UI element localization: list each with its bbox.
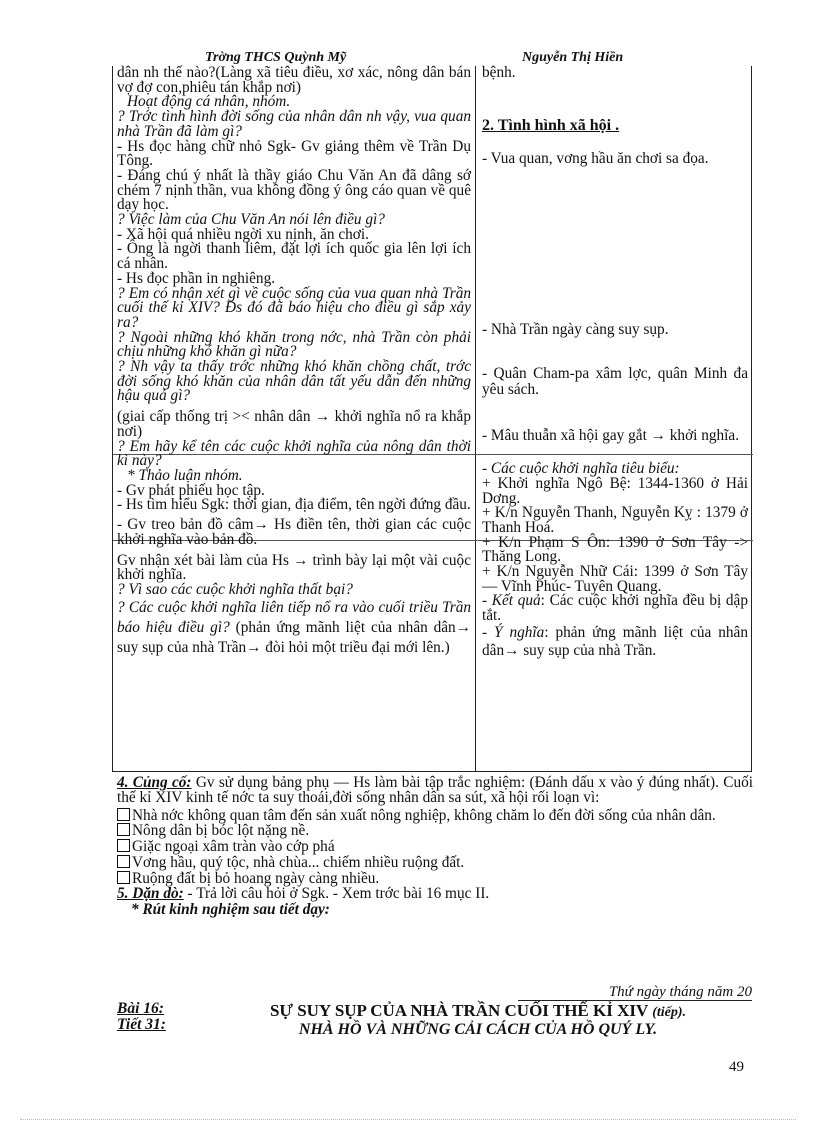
homework-text: - Trả lời câu hỏi ở Sgk. - Xem trớc bài 16 mục II. (187, 884, 490, 902)
question: ? Trớc tình hình đời sống của nhân dân nh vậy, vua quan nhà Trần đã làm gì? (117, 108, 471, 140)
left-line (117, 598, 471, 658)
consolidation (117, 776, 753, 806)
question: ? Nh vậy ta thấy trớc những khó khăn chồng chất, trớc đời sống khó khăn của nhân dân tất yếu dẫn đến những hậu quả gì? (117, 358, 471, 405)
question: ? Em có nhận xét gì về cuộc sống của vua quan nhà Trần cuối thế kỉ XIV? Đs đó đã báo hiệu cho điều gì sắp xảy ra? (117, 284, 471, 331)
lesson-table (112, 66, 752, 772)
question: ? Các cuộc khởi nghĩa liên tiếp nổ ra vào cuối triều Trần báo hiệu điều gì? (117, 598, 471, 636)
option-text: Nông dân bị bóc lột nặng nề. (132, 822, 310, 840)
left-line: Gv nhận xét bài làm của Hs → trình bày lại một vài cuộc khởi nghĩa. (117, 551, 471, 584)
right-line: bệnh. (482, 64, 516, 81)
right-line: + K/n Nguyễn Thanh, Nguyễn Kỵ : 1379 ở Thanh Hoá. (482, 504, 748, 536)
meaning-text: : phản ứng mãnh liệt của nhân dân→ suy sụp của nhà Trần. (482, 623, 749, 659)
option-text: Nhà nớc không quan tâm đến sản xuất nông nghiệp, không chăm lo đến đời sống của nhân dân. (132, 806, 716, 824)
title-line-2: NHÀ HỒ VÀ NHỮNG CẢI CÁCH CỦA HỒ QUÝ LY. (298, 1021, 658, 1038)
page-number: 49 (729, 1059, 744, 1075)
checkbox[interactable] (117, 808, 130, 821)
left-line: - Gv phát phiếu học tập. (117, 481, 265, 499)
question: ? Em hãy kể tên các cuộc khởi nghĩa của nông dân thời kì này? (117, 437, 471, 470)
title-suffix: (tiếp). (652, 1005, 687, 1020)
left-line: - Gv treo bản đồ câm→ Hs điền tên, thời gian các cuộc khởi nghĩa vào bản đồ. (117, 516, 471, 548)
teacher-activities (117, 66, 471, 658)
right-line: + Khởi nghĩa Ngô Bệ: 1344-1360 ở Hải Dơng. (482, 474, 748, 507)
column-divider (475, 66, 476, 771)
experience-note: * Rút kinh nghiệm sau tiết dạy: (131, 901, 330, 919)
right-line: - Vua quan, vơng hầu ăn chơi sa đọa. (482, 150, 709, 168)
left-line: - Đáng chú ý nhất là thầy giáo Chu Văn An đã dâng sớ chém 7 nịnh thần, vua không đồng ý ông cáo quan về quê dạy học. (117, 166, 471, 214)
consolidation-heading: 4. Củng cố: (117, 774, 192, 791)
option-text: Vơng hầu, quý tộc, nhà chùa... chiếm nhiều ruộng đất. (132, 853, 465, 871)
lesson-content (482, 66, 748, 660)
option-row (117, 823, 753, 839)
result-label: - Kết quả (482, 592, 541, 610)
checkbox[interactable] (117, 839, 130, 852)
right-line: - Các cuộc khởi nghĩa tiêu biểu: (482, 460, 680, 478)
section-heading: 2. Tình hình xã hội . (482, 116, 620, 134)
homework-heading: 5. Dặn dò: (117, 884, 184, 902)
left-line: * Thảo luận nhóm. (127, 466, 243, 484)
lesson-title (208, 1002, 748, 1038)
right-line (482, 624, 748, 660)
option-text: Ruộng đất bị bỏ hoang ngày càng nhiều. (132, 869, 380, 887)
left-line: dân nh thế nào?(Làng xã tiêu điều, xơ xác, nông dân bán vợ đợ con,phiêu tán khắp nơi) (117, 64, 471, 96)
lesson-number (117, 1001, 166, 1033)
option-row (117, 839, 753, 855)
option-row (117, 855, 753, 871)
checkbox[interactable] (117, 823, 130, 836)
checkbox[interactable] (117, 871, 130, 884)
lesson-tiet: Tiết 31: (117, 1016, 166, 1033)
left-line: - Hs tìm hiểu Sgk: thời gian, địa điểm, tên ngời đứng đầu. (117, 496, 471, 514)
right-line: + K/n Nguyễn Nhữ Cái: 1399 ở Sơn Tây — Vĩnh Phúc- Tuyên Quang. (482, 563, 748, 595)
right-line: - Quân Cham-pa xâm lợc, quân Minh đa yêu sách. (482, 365, 748, 399)
header-teacher: Nguyễn Thị Hiền (522, 50, 624, 65)
answer: (phản ứng mãnh liệt của nhân dân→ suy sụp của nhà Trần→ đòi hỏi một triều đại mới lên.) (117, 618, 472, 656)
left-line: Hoạt động cá nhân, nhóm. (127, 93, 291, 111)
date-line: Thứ ngày tháng năm 20 (518, 985, 752, 1001)
option-row (117, 808, 753, 824)
result-text: : Các cuộc khởi nghĩa đều bị dập tắt. (482, 592, 748, 625)
footer-dotted-line (20, 1119, 796, 1120)
homework (117, 884, 753, 902)
left-line: - Hs đọc phần in nghiêng. (117, 269, 276, 287)
consolidation-text: Gv sử dụng bảng phụ — Hs làm bài tập trắc nghiệm: (Đánh dấu x vào ý đúng nhất). Cuối thế kỉ XIV kinh tế nớc ta suy thoái,đời sống nhân dân sa sút, xã hội rối loạn vì: (117, 774, 754, 806)
meaning-label: - Ý nghĩa (482, 623, 545, 641)
option-text: Giặc ngoại xâm tràn vào cớp phá (132, 838, 335, 856)
right-line (482, 594, 748, 623)
question: ? Ngoài những khó khăn trong nớc, nhà Trần còn phải chịu những khó khăn gì nữa? (117, 328, 471, 361)
left-line: - Ông là ngời thanh liêm, đặt lợi ích quốc gia lên lợi ích cá nhân. (117, 240, 471, 273)
header-school: Trờng THCS Quỳnh Mỹ (205, 50, 347, 65)
right-line: - Nhà Trần ngày càng suy sụp. (482, 321, 669, 339)
after-table (117, 776, 753, 918)
left-line: (giai cấp thống trị >< nhân dân → khởi nghĩa nổ ra khắp nơi) (117, 408, 471, 440)
right-line: + K/n Phạm S Ôn: 1390 ở Sơn Tây -> Thăng Long. (482, 533, 748, 566)
question: ? Vì sao các cuộc khởi nghĩa thất bại? (117, 580, 353, 598)
question: ? Việc làm của Chu Văn An nói lên điều gì? (117, 211, 385, 229)
title-line-1: SỰ SUY SỤP CỦA NHÀ TRẦN CUỐI THẾ KỈ XIV (269, 1001, 648, 1020)
left-line: - Xã hội quá nhiều ngời xu nịnh, ăn chơi. (117, 225, 369, 243)
left-line: - Hs đọc hàng chữ nhỏ Sgk- Gv giảng thêm về Trần Dụ Tông. (117, 137, 471, 170)
checkbox[interactable] (117, 855, 130, 868)
lesson-bai: Bài 16: (117, 1000, 164, 1017)
right-line: - Mâu thuẫn xã hội gay gắt → khởi nghĩa. (482, 427, 740, 445)
